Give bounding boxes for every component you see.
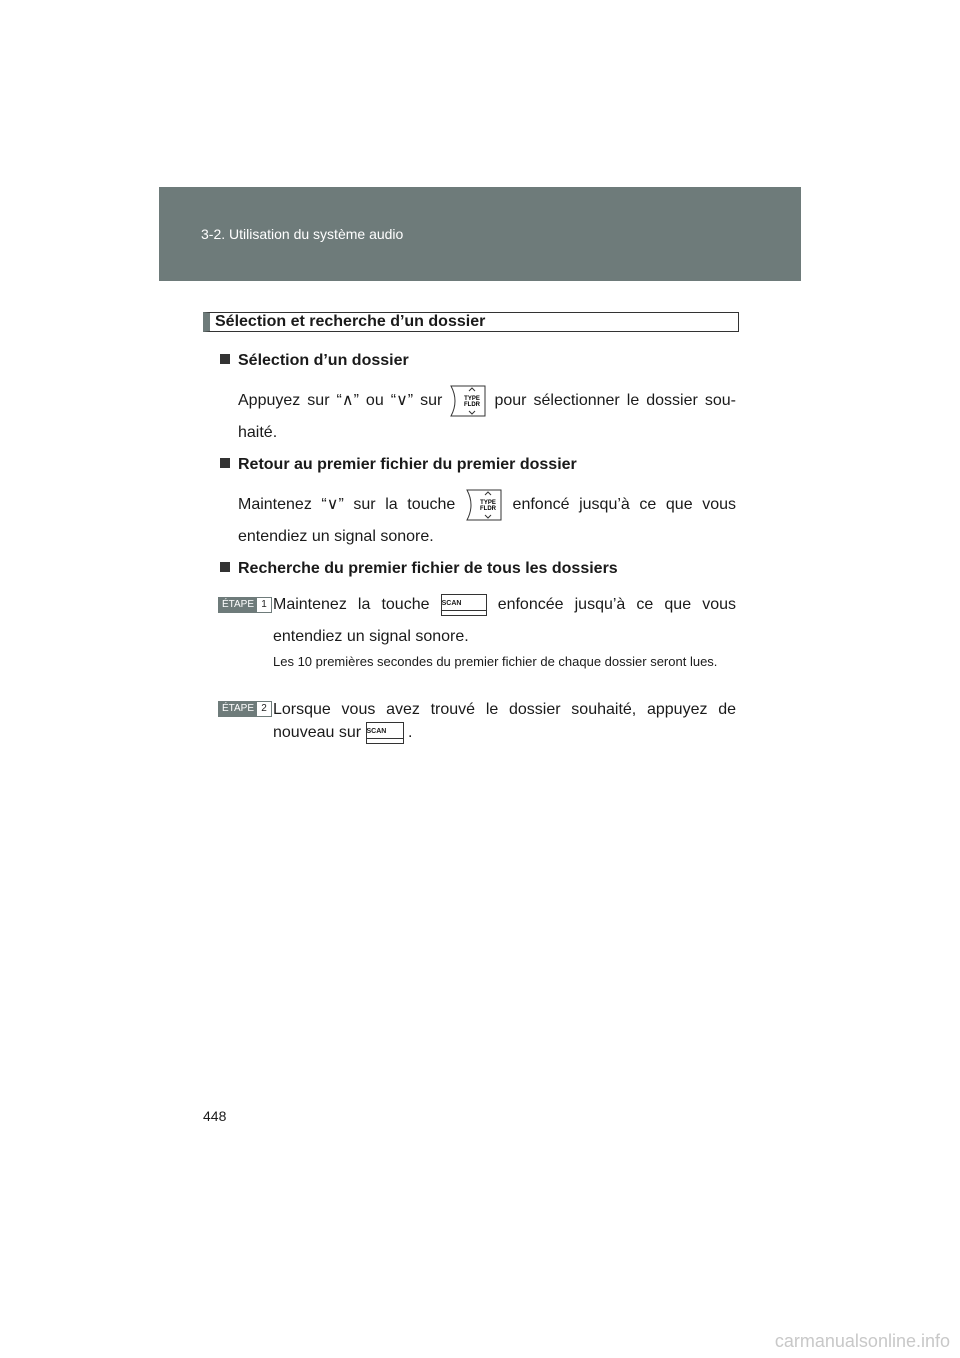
bullet-heading-2: Retour au premier fichier du premier dossier <box>220 456 577 474</box>
step-1-line2: entendiez un signal sonore. <box>273 628 469 645</box>
chapter-header <box>159 187 801 281</box>
bullet-square-icon <box>220 354 230 364</box>
bullet-heading-3: Recherche du premier fichier de tous les dossiers <box>220 560 618 578</box>
scan-button-icon: SCAN <box>366 722 404 744</box>
svg-text:FLDR: FLDR <box>479 506 496 512</box>
step-2-line2: nouveau sur SCAN . <box>273 717 736 749</box>
step-1-note: Les 10 premières secondes du premier fichier de chaque dossier seront lues. <box>273 654 718 669</box>
bullet-heading-1: Sélection d’un dossier <box>220 352 409 370</box>
step-badge-2: ÉTAPE 2 <box>218 701 272 717</box>
step-1-text: Maintenez la touche SCAN enfoncée jusqu’à ce que vous <box>273 589 736 621</box>
scan-button-icon: SCAN <box>441 594 487 616</box>
paragraph-2-line2: entendiez un signal sonore. <box>238 528 434 545</box>
paragraph-1-line2: haité. <box>238 424 278 441</box>
step-badge-1: ÉTAPE 1 <box>218 597 272 613</box>
type-fldr-button-icon <box>465 489 503 521</box>
watermark: carmanualsonline.info <box>774 1331 950 1351</box>
page-number: 448 <box>203 1108 227 1124</box>
bullet-square-icon <box>220 458 230 468</box>
bullet-square-icon <box>220 562 230 572</box>
step-2-line1: Lorsque vous avez trouvé le dossier souhaité, appuyez de <box>273 701 736 718</box>
svg-text:TYPE: TYPE <box>480 500 496 506</box>
svg-text:TYPE: TYPE <box>464 396 481 402</box>
paragraph-1: Appuyez sur “∧” ou “∨” sur TYPE FLDR pour sélectionner le dossier sou- <box>238 385 736 417</box>
paragraph-2: Maintenez “∨” sur la touche TYPE FLDR enfoncé jusqu’à ce que vous <box>238 489 736 521</box>
svg-text:FLDR: FLDR <box>464 402 481 408</box>
type-fldr-button-icon <box>449 385 487 417</box>
breadcrumb: 3-2. Utilisation du système audio <box>201 226 404 242</box>
section-title: Sélection et recherche d’un dossier <box>203 312 739 332</box>
